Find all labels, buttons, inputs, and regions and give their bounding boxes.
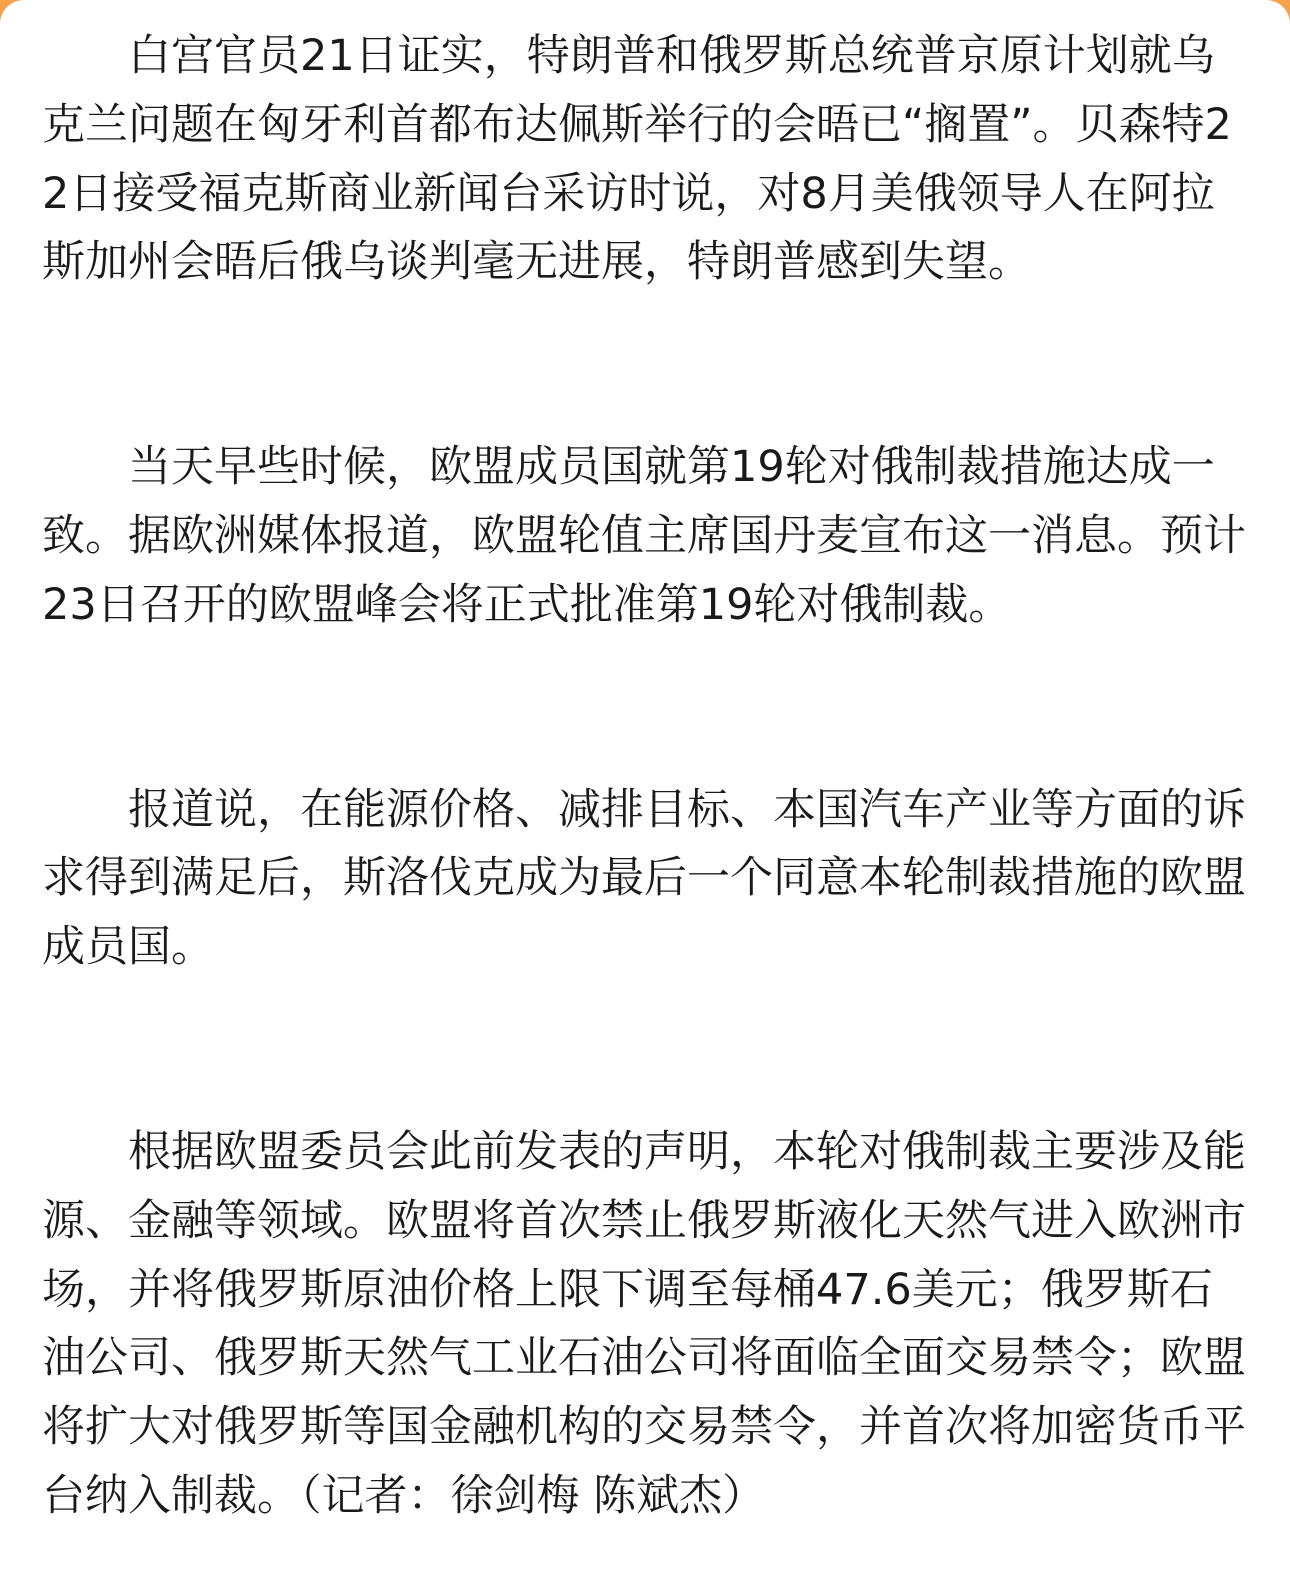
paragraph-spacer (42, 297, 1248, 433)
article-paragraph-3: 报道说，在能源价格、减排目标、本国汽车产业等方面的诉求得到满足后，斯洛伐克成为最后一个同意本轮制裁措施的欧盟成员国。 (42, 784, 1246, 973)
article-paragraph-4: 根据欧盟委员会此前发表的声明，本轮对俄制裁主要涉及能源、金融等领域。欧盟将首次禁止俄罗斯液化天然气进入欧洲市场，并将俄罗斯原油价格上限下调至每桶47.6美元；俄罗斯石油公司、俄罗斯天然气工业石油公司将面临全面交易禁令；欧盟将扩大对俄罗斯等国金融机构的交易禁令，并首次将加密货币平台纳入制裁。（记者：徐剑梅 陈斌杰） (42, 1126, 1246, 1521)
article-paragraph-1: 白宫官员21日证实，特朗普和俄罗斯总统普京原计划就乌克兰问题在匈牙利首都布达佩斯举行的会晤已“搁置”。贝森特22日接受福克斯商业新闻台采访时说，对8月美俄领导人在阿拉斯加州会晤后俄乌谈判毫无进展，特朗普感到失望。 (42, 31, 1232, 288)
article-paragraph-2: 当天早些时候，欧盟成员国就第19轮对俄制裁措施达成一致。据欧洲媒体报道，欧盟轮值主席国丹麦宣布这一消息。预计23日召开的欧盟峰会将正式批准第19轮对俄制裁。 (42, 442, 1246, 630)
paragraph-spacer (42, 640, 1248, 776)
paragraph-spacer (42, 982, 1248, 1118)
